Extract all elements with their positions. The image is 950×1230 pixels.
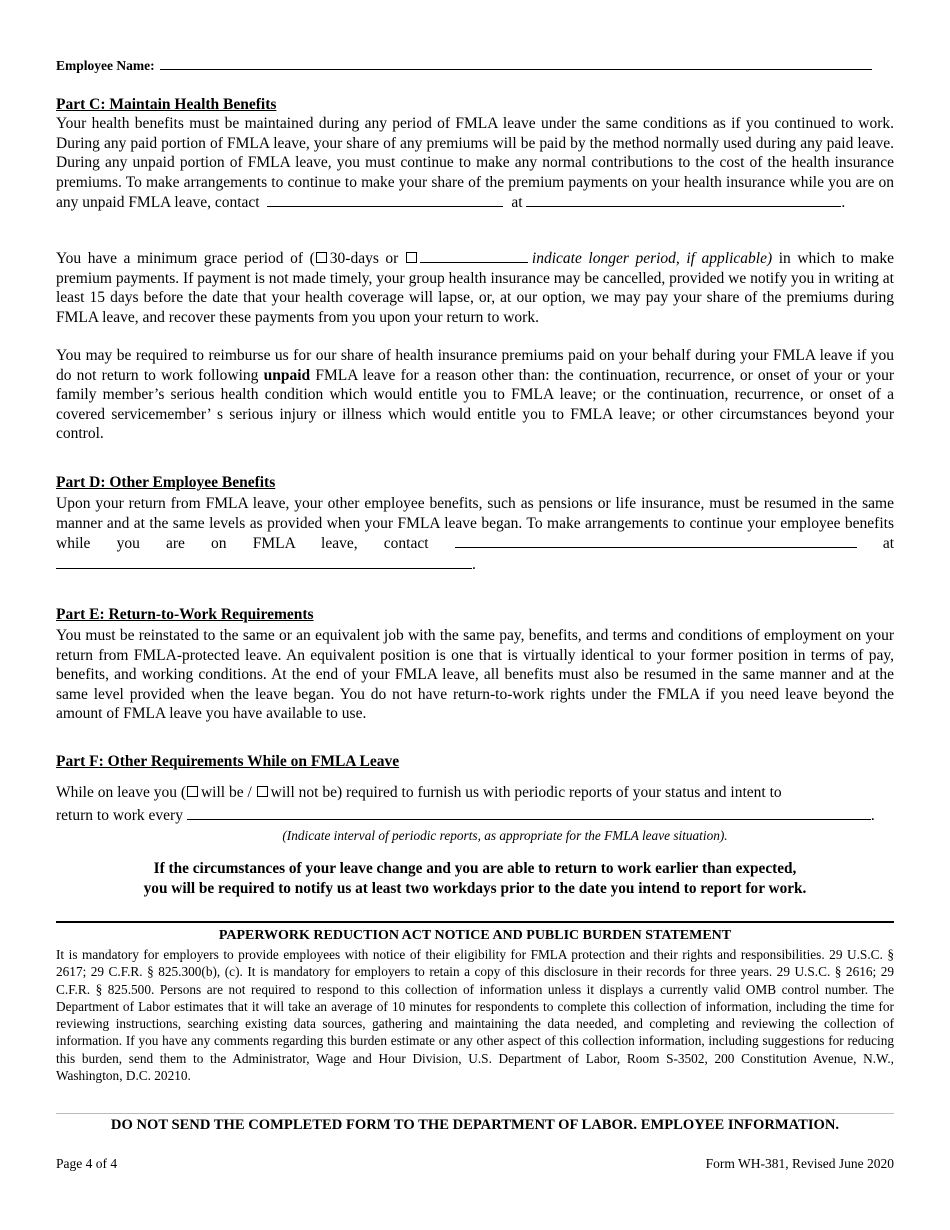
notify-early-return [56, 859, 894, 898]
reports-will-not-be-label: will not be) required to furnish us with periodic reports of your status and intent to [270, 784, 782, 801]
reports-will-be-checkbox[interactable] [187, 786, 198, 797]
part-c-text: Your health benefits must be maintained during any period of FMLA leave under the same conditions as if you continued to work. During any paid portion of FMLA leave, your share of any premiums will be paid by the method normally used during any paid leave. During any unpaid portion of FMLA leave, you must continue to make any normal contributions to the cost of the health insurance premiums. To make arrangements to continue to make your share of the premium payments on your health insurance while you are on any unpaid FMLA leave, contact [56, 115, 894, 212]
part-c-at: at [511, 194, 523, 212]
pra-bottom-divider [56, 1113, 894, 1114]
report-interval-field[interactable] [187, 805, 871, 820]
report-interval-note: (Indicate interval of periodic reports, as appropriate for the FMLA leave situation). [282, 828, 728, 843]
report-interval-label: return to work every [56, 807, 183, 824]
form-number: Form WH-381, Revised June 2020 [705, 1156, 894, 1171]
pra-text: It is mandatory for employers to provide employees with notice of their eligibility for FMLA protection and their rights and responsibilities. 29 U.S.C. § 2617; 29 C.F.R. § 825.300(b), (c). It is mandatory for employers to retain a copy of this disclosure in their records for three years. 29 U.S.C. § 2616; 29 C.F.R. § 825.500. Persons are not required to respond to this collection of information unless it displays a currently valid OMB control number. The Department of Labor estimates that it will take an average of 10 minutes for respondents to complete this collection of information, including the time for reviewing instructions, searching existing data sources, gathering and maintaining the data needed, and completing and reviewing the collection of information. If you have any comments regarding this burden estimate or any other aspect of this collection information, including suggestions for reducing this burden, send them to the Administrator, Wage and Hour Division, U.S. Department of Labor, Room S-3502, 200 Constitution Avenue, N.W., Washington, D.C. 20210. [56, 947, 894, 1084]
part-f-lead: While on leave you ( [56, 784, 186, 801]
health-contact-field[interactable] [267, 192, 503, 207]
employee-name-field[interactable] [160, 57, 872, 70]
part-d-at: at [882, 535, 895, 553]
reimburse-unpaid: unpaid [263, 366, 311, 384]
part-c-paragraph-1: Your health benefits must be maintained during any period of FMLA leave under the same conditions as if you continued to work. During any paid portion of FMLA leave, your share of any premiums will be paid by the method normally used during any paid leave. During any unpaid portion of FMLA leave, you must continue to make any normal contributions to the cost of the health insurance premiums. To make arrangements to continue to make your share of the premium payments on your health insurance while you are on any unpaid FMLA leave, contact at . [56, 115, 894, 212]
part-d-heading: Part D: Other Employee Benefits [56, 474, 276, 491]
grace-30-days-checkbox[interactable] [316, 252, 327, 263]
health-contact-location-field[interactable] [526, 192, 841, 207]
benefits-contact-location-field[interactable] [56, 554, 472, 569]
part-d-text: Upon your return from FMLA leave, your other employee benefits, such as pensions or life insurance, must be resumed in the same manner and at the same levels as provided when your FMLA leave began. To make arrangements to continue your employee benefits while you are on FMLA leave, contact [56, 495, 894, 553]
grace-longer-hint: indicate longer period, if applicable) [531, 250, 773, 267]
reimburse-text-b: FMLA leave for a reason other than: the continuation, recurrence, or onset of your or your family member’s serious health condition which would entitle you to FMLA leave; or the continuation, recurrence, or onset of a covered servicemember’ s serious injury or illness which would entitle you to FMLA leave; or other circumstances beyond your control. [56, 366, 895, 443]
grace-longer-checkbox[interactable] [406, 252, 417, 263]
grace-longer-field[interactable] [420, 248, 528, 263]
grace-period-text: in which to make premium payments. If payment is not made timely, your group health insurance may be cancelled, provided we notify you in writing at least 15 days before the date that your health coverage will lapse, or, at our option, we may pay your share of the premiums during FMLA leave, and recover these payments from you upon your return to work. [56, 250, 895, 326]
do-not-send-notice: DO NOT SEND THE COMPLETED FORM TO THE DEPARTMENT OF LABOR. EMPLOYEE INFORMATION. [110, 1117, 840, 1133]
pra-divider [56, 921, 894, 923]
employee-name-label: Employee Name: [56, 58, 155, 73]
part-f-line-1 [56, 782, 894, 804]
reimburse-text-a: You may be required to reimburse us for our share of health insurance premiums paid on your behalf during your FMLA leave if you do not return to work following [56, 347, 894, 384]
notify-line-2: you will be required to notify us at least two workdays prior to the date you intend to report for work. [143, 879, 807, 897]
part-f-heading: Part F: Other Requirements While on FMLA Leave [56, 753, 400, 770]
reports-will-not-be-checkbox[interactable] [257, 786, 268, 797]
part-e-paragraph: You must be reinstated to the same or an equivalent job with the same pay, benefits, and terms and conditions of employment on your return from FMLA-protected leave. An equivalent position is one that is virtually identical to your former position in terms of pay, benefits, and working conditions. At the end of your FMLA leave, all benefits must also be resumed in the same manner and at the same level provided when the leave began. You do not have return-to-work rights under the FMLA if you need leave beyond the amount of FMLA leave you have available to use. [56, 627, 894, 723]
footer [56, 1156, 894, 1172]
part-c-heading: Part C: Maintain Health Benefits [56, 96, 277, 113]
part-f-line-2: return to work every . [56, 807, 875, 824]
notify-line-1: If the circumstances of your leave change and you are able to return to work earlier than expected, [153, 860, 797, 877]
part-c-paragraph-2 [56, 248, 894, 327]
benefits-contact-field[interactable] [455, 533, 857, 548]
grace-period-lead: You have a minimum grace period of ( [56, 250, 315, 267]
page-number: Page 4 of 4 [56, 1156, 118, 1171]
employee-name-row [56, 57, 894, 74]
part-d-paragraph: Upon your return from FMLA leave, your other employee benefits, such as pensions or life insurance, must be resumed in the same manner and at the same levels as provided when your FMLA leave began. To make arrangements to continue your employee benefits while you are on FMLA leave, contact at . [56, 495, 895, 573]
grace-30-days-label: 30-days or [329, 250, 399, 267]
pra-title: PAPERWORK REDUCTION ACT NOTICE AND PUBLIC BURDEN STATEMENT [218, 928, 732, 943]
part-c-paragraph-3 [56, 346, 894, 444]
reports-will-be-label: will be / [200, 784, 252, 801]
part-e-heading: Part E: Return-to-Work Requirements [56, 606, 314, 623]
